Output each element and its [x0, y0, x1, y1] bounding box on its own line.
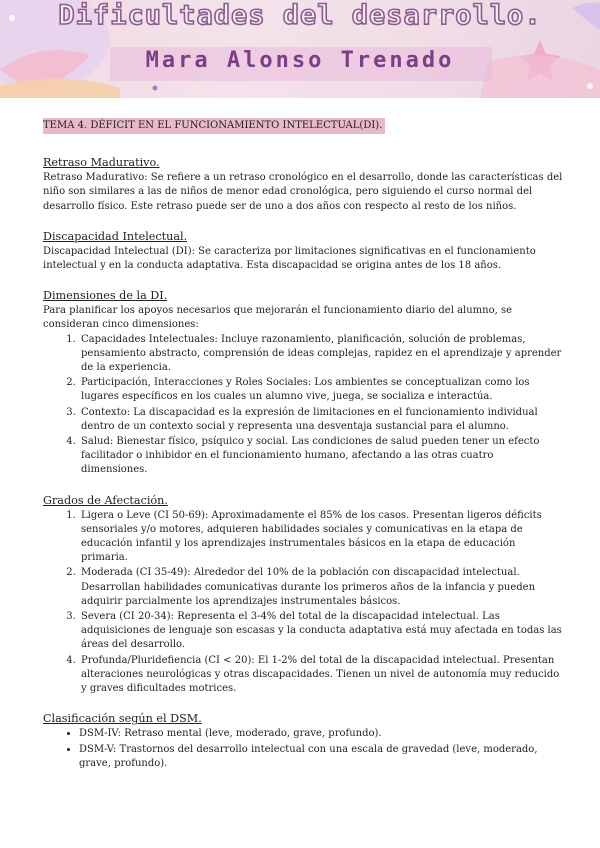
list-item: 3. Contexto: La discapacidad es la expresión de limitaciones en el funcionamiento individual dentro de un contexto social y representa una desventaja sustancial para el alumno. — [79, 406, 563, 434]
sparkle-dot — [587, 83, 593, 89]
list-item: 2. Moderada (CI 35-49): Alrededor del 10% de la población con discapacidad intelectual. Desarrollan habilidades comunicativas durante los primeros años de la infancia y pueden adquirir parcialmente los aprendizajes instrumentales básicos. — [79, 566, 563, 609]
sparkle-dot — [153, 86, 158, 91]
list-item: • DSM-V: Trastornos del desarrollo intelectual con una escala de gravedad (leve, moderado, grave, profundo). — [79, 743, 563, 771]
section-grados — [43, 494, 563, 697]
numbered-list — [43, 333, 563, 478]
list-item: 2. Participación, Interacciones y Roles Sociales: Los ambientes se conceptualizan como los lugares específicos en los cuales un alumno vive, juega, se socializa e interactúa. — [79, 376, 563, 404]
section-discapacidad — [43, 230, 563, 273]
author-name: Mara Alonso Trenado — [145, 48, 455, 73]
list-item: 4. Profunda/Pluridefiencia (CI < 20): El 1-2% del total de la discapacidad intelectual. Presentan alteraciones neurológicas y otras discapacidades. Tienen un nivel de autonomía muy reducido y graves dificultades motrices. — [79, 654, 563, 697]
list-item: • DSM-IV: Retraso mental (leve, moderado, grave, profundo). — [79, 727, 563, 741]
section-heading: Clasificación según el DSM. — [43, 712, 202, 726]
paragraph: Retraso Madurativo: Se refiere a un retraso cronológico en el desarrollo, donde las características del niño son similares a las de niños de menor edad cronológica, pero siguiendo el curso normal del desarrollo físico. Este retraso puede ser de uno a dos años con respecto al resto de los niños. — [43, 172, 563, 212]
section-retraso — [43, 156, 563, 214]
paragraph: Para planificar los apoyos necesarios que mejorarán el funcionamiento diario del alumno, se consideran cinco dimensiones: — [43, 305, 513, 331]
bullet-list — [43, 727, 563, 771]
header-banner — [0, 0, 600, 98]
section-heading: Discapacidad Intelectual. — [43, 229, 188, 243]
list-item: 3. Severa (CI 20-34): Representa el 3-4% del total de la discapacidad intelectual. Las adquisiciones de lenguaje son escasas y la conducta adaptativa está muy afectada en todas las áreas del desarrollo. — [79, 610, 563, 653]
numbered-list — [43, 509, 563, 697]
list-item: 1. Ligera o Leve (CI 50-69): Aproximadamente el 85% de los casos. Presentan ligeros déficits sensoriales y/o motores, adquieren habilidades sociales y comunicativas en la etapa de educación infantil y los aprendizajes instrumentales básicos en la etapa de educación primaria. — [79, 509, 563, 566]
document-body — [43, 118, 563, 787]
section-dimensiones — [43, 289, 563, 477]
section-heading: Dimensiones de la DI. — [43, 289, 168, 303]
paragraph: Discapacidad Intelectual (DI): Se caracteriza por limitaciones significativas en el funcionamiento intelectual y en la conducta adaptativa. Esta discapacidad se origina antes de los 18 años. — [43, 245, 536, 272]
section-heading: Retraso Madurativo. — [43, 156, 160, 170]
document-title: Dificultades del desarrollo. — [58, 0, 542, 31]
section-heading: Grados de Afectación. — [43, 493, 168, 507]
list-item: 1. Capacidades Intelectuales: Incluye razonamiento, planificación, solución de problemas, pensamiento abstracto, comprensión de ideas complejas, rapidez en el aprendizaje y aprender de la experiencia. — [79, 333, 563, 376]
topic-title: TEMA 4. DÉFICIT EN EL FUNCIONAMIENTO INTELECTUAL(DI). — [43, 118, 385, 134]
list-item: 4. Salud: Bienestar físico, psíquico y social. Las condiciones de salud pueden tener un efecto facilitador o inhibidor en el funcionamiento humano, afectando a las otras cuatro dimensiones. — [79, 435, 563, 478]
section-dsm — [43, 712, 563, 771]
